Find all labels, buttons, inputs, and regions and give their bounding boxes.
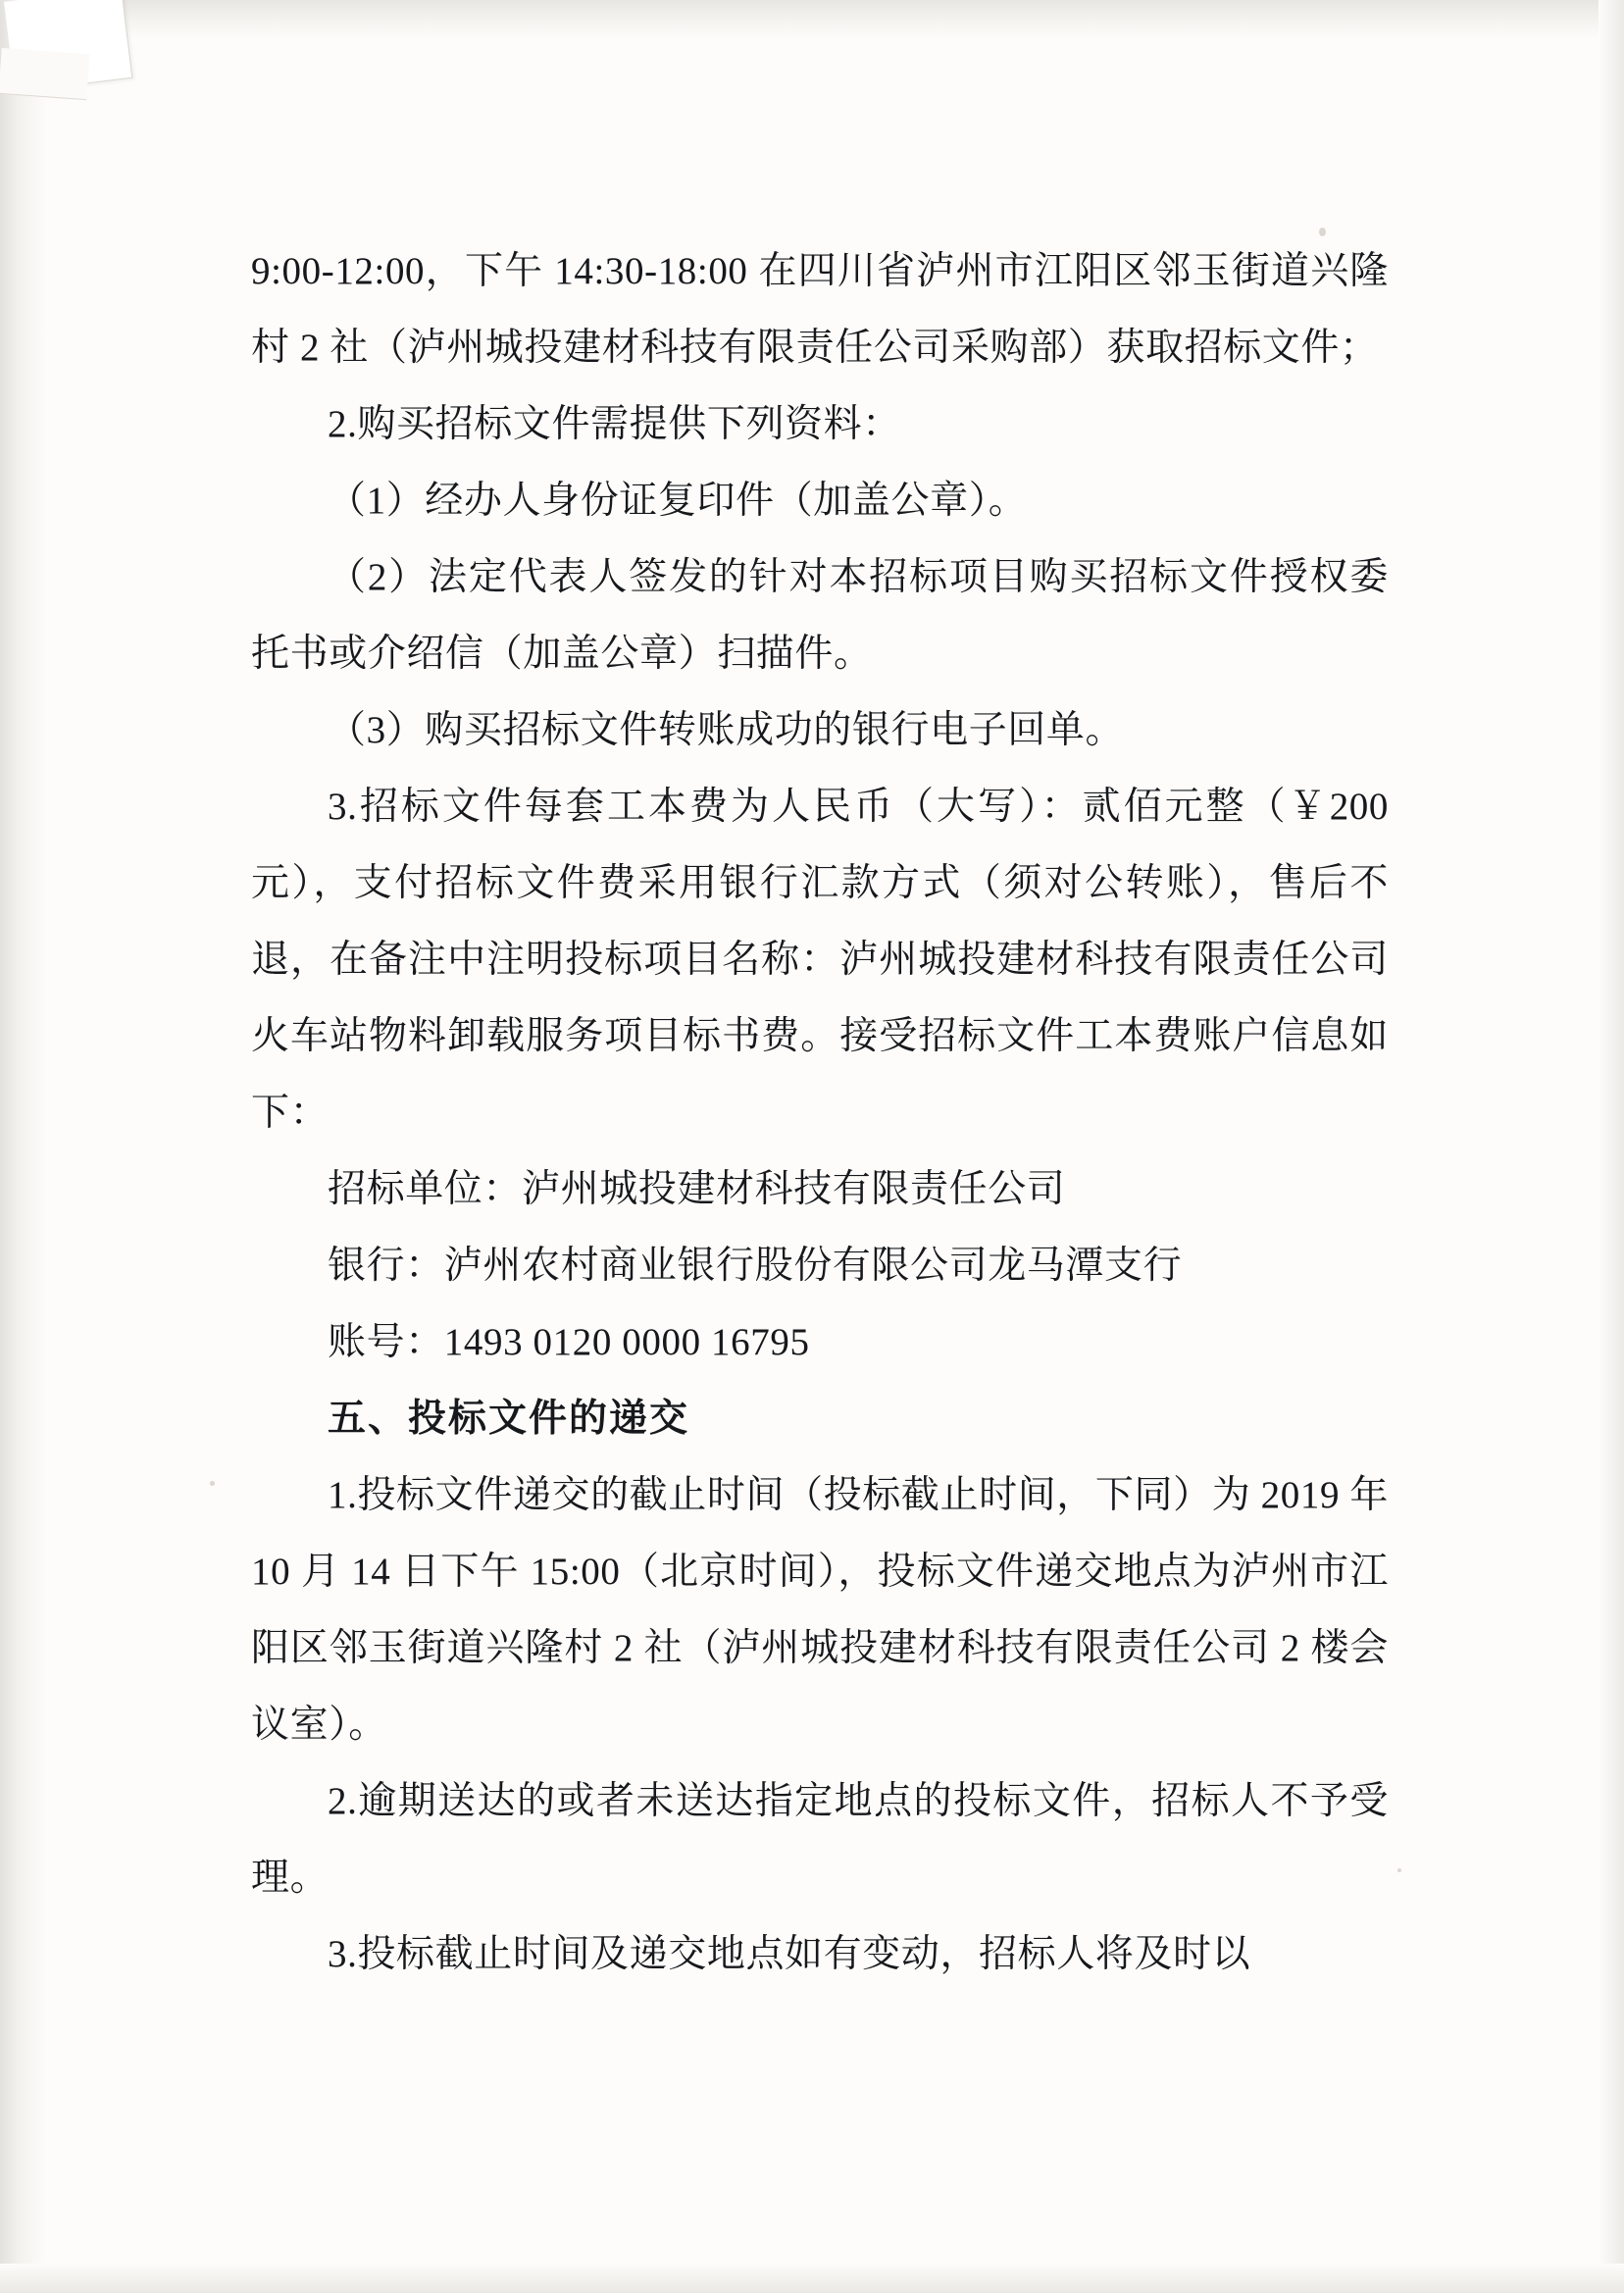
- page-corner-fold-shadow: [0, 48, 90, 100]
- paragraph-p3: （1）经办人身份证复印件（加盖公章）。: [328, 480, 1028, 522]
- paragraph-p11: 1.投标文件递交的截止时间（投标截止时间，下同）为 2019 年 10 月 14 日下午 15:00（北京时间），投标文件递交地点为泸州市江阳区邻玉街道兴隆村 2 社（泸州城投建材科技有限责任公司 2 楼会议室）。: [251, 1474, 1399, 1746]
- scan-edge-left: [0, 0, 47, 2293]
- paragraph-p8: 银行：泸州农村商业银行股份有限公司龙马潭支行: [328, 1245, 1183, 1287]
- paragraph-p5: （3）购买招标文件转账成功的银行电子回单。: [328, 709, 1125, 751]
- scan-edge-top: [0, 0, 1624, 39]
- paragraph-p2: 2.购买招标文件需提供下列资料：: [328, 403, 901, 445]
- scan-edge-bottom: [0, 2264, 1624, 2293]
- section-heading-five: 五、投标文件的递交: [328, 1398, 690, 1440]
- scan-edge-right: [1599, 0, 1624, 2293]
- document-text-body: [251, 233, 1399, 1993]
- paragraph-p13: 3.投标截止时间及递交地点如有变动，招标人将及时以: [328, 1933, 1251, 1975]
- paragraph-p7: 招标单位：泸州城投建材科技有限责任公司: [328, 1168, 1066, 1210]
- scan-speck: [210, 1481, 215, 1486]
- scan-speck: [1397, 1868, 1401, 1872]
- paragraph-p9: 账号：1493 0120 0000 16795: [328, 1321, 810, 1363]
- paragraph-p12: 2.逾期送达的或者未送达指定地点的投标文件，招标人不予受理。: [251, 1780, 1389, 1899]
- paragraph-p4: （2）法定代表人签发的针对本招标项目购买招标文件授权委托书或介绍信（加盖公章）扫描件。: [251, 556, 1389, 675]
- paragraph-p1: 9:00-12:00，下午 14:30-18:00 在四川省泸州市江阳区邻玉街道兴隆村 2 社（泸州城投建材科技有限责任公司采购部）获取招标文件；: [251, 250, 1389, 369]
- paragraph-p6: 3.招标文件每套工本费为人民币（大写）：贰佰元整（￥200 元），支付招标文件费采用银行汇款方式（须对公转账），售后不退，在备注中注明投标项目名称：泸州城投建材科技有限责任公司火车站物料卸载服务项目标书费。接受招标文件工本费账户信息如下：: [251, 786, 1399, 1134]
